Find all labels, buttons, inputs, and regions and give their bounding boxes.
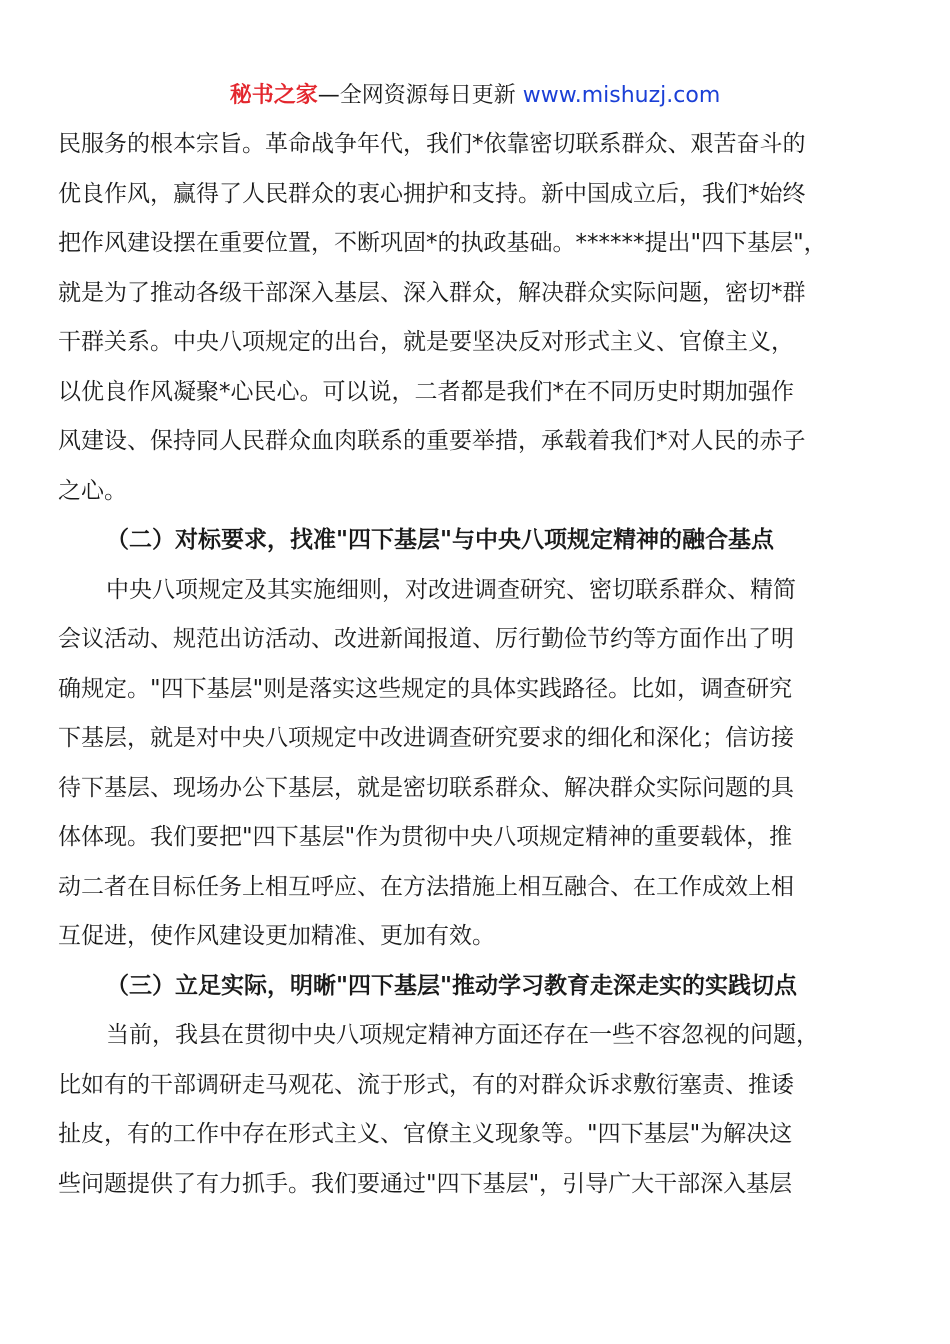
body-line: 确规定。"四下基层"则是落实这些规定的具体实践路径。比如，调查研究 (58, 675, 793, 702)
site-url: www.mishuzj.com (522, 83, 721, 108)
body-line: 干群关系。中央八项规定的出台，就是要坚决反对形式主义、官僚主义， (58, 329, 794, 355)
body-line: 当前，我县在贯彻中央八项规定精神方面还存在一些不容忽视的问题， (106, 1022, 819, 1048)
body-line: 互促进，使作风建设更加精准、更加有效。 (58, 923, 495, 949)
document-body (58, 120, 898, 1209)
body-line: 下基层，就是对中央八项规定中改进调查研究要求的细化和深化；信访接 (58, 725, 794, 751)
site-header (0, 80, 950, 112)
body-line: 待下基层、现场办公下基层，就是密切联系群众、解决群众实际问题的具 (58, 774, 794, 801)
site-tagline: —全网资源每日更新 (317, 83, 523, 108)
body-line: 扯皮，有的工作中存在形式主义、官僚主义现象等。"四下基层"为解决这 (58, 1121, 793, 1147)
body-line: 就是为了推动各级干部深入基层、深入群众，解决群众实际问题，密切*群 (58, 279, 806, 306)
body-line: 民服务的根本宗旨。革命战争年代，我们*依靠密切联系群众、艰苦奋斗的 (58, 131, 806, 157)
site-brand: 秘书之家 (229, 83, 318, 108)
section-heading: （二）对标要求，找准"四下基层"与中央八项规定精神的融合基点 (106, 527, 774, 553)
body-line: 以优良作风凝聚*心民心。可以说，二者都是我们*在不同历史时期加强作 (58, 378, 794, 405)
body-line: 之心。 (58, 477, 127, 504)
body-line: 会议活动、规范出访活动、改进新闻报道、厉行勤俭节约等方面作出了明 (58, 626, 794, 652)
body-line: 体体现。我们要把"四下基层"作为贯彻中央八项规定精神的重要载体，推 (58, 824, 793, 850)
body-line: 些问题提供了有力抓手。我们要通过"四下基层"，引导广大干部深入基层 (58, 1170, 793, 1197)
body-line: 风建设、保持同人民群众血肉联系的重要举措，承载着我们*对人民的赤子 (58, 428, 806, 454)
section-heading: （三）立足实际，明晰"四下基层"推动学习教育走深走实的实践切点 (106, 972, 797, 999)
body-line: 比如有的干部调研走马观花、流于形式，有的对群众诉求敷衍塞责、推诿 (58, 1071, 794, 1098)
body-line: 中央八项规定及其实施细则，对改进调查研究、密切联系群众、精简 (106, 576, 796, 603)
body-line: 把作风建设摆在重要位置，不断巩固*的执政基础。******提出"四下基层"， (58, 230, 827, 256)
body-line: 优良作风，赢得了人民群众的衷心拥护和支持。新中国成立后，我们*始终 (58, 180, 806, 207)
body-line: 动二者在目标任务上相互呼应、在方法措施上相互融合、在工作成效上相 (58, 873, 794, 900)
